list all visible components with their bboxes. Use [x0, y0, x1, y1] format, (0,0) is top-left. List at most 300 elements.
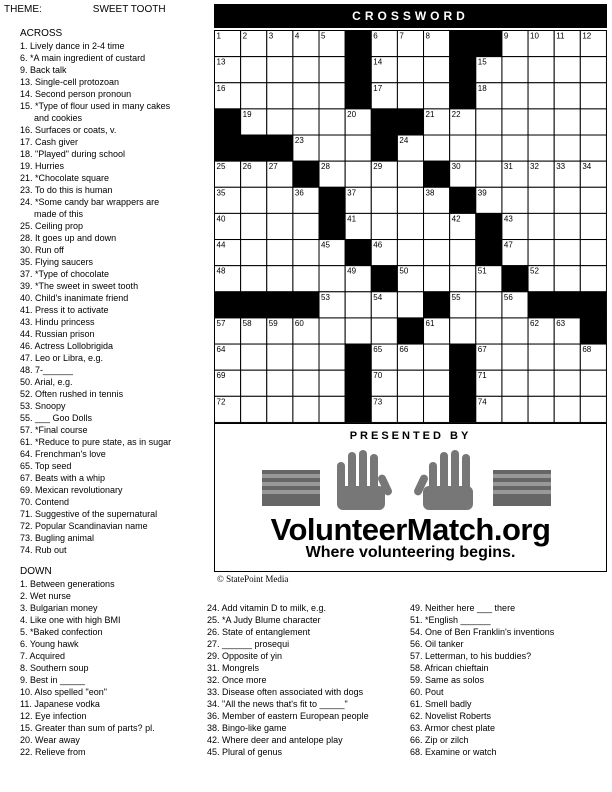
- clue-item: 4. Like one with high BMI: [20, 615, 121, 625]
- grid-block: [345, 31, 371, 57]
- cell-number: 60: [294, 318, 304, 328]
- clue-item: 22. Relieve from: [20, 747, 86, 757]
- grid-cell[interactable]: [580, 370, 606, 396]
- cell-number: 17: [373, 83, 383, 93]
- grid-cell[interactable]: [476, 318, 502, 344]
- clue-item: 25. Ceiling prop: [20, 221, 84, 231]
- cell-number: 6: [373, 31, 378, 41]
- grid-cell[interactable]: [267, 109, 293, 135]
- cell-number: 20: [347, 109, 357, 119]
- clue-item: 13. Single-cell protozoan: [20, 77, 120, 87]
- grid-cell[interactable]: [580, 187, 606, 213]
- cell-number: 65: [373, 345, 383, 355]
- grid-cell[interactable]: [554, 57, 580, 83]
- grid-cell[interactable]: [241, 57, 267, 83]
- grid-cell[interactable]: [293, 396, 319, 422]
- grid-cell[interactable]: [580, 135, 606, 161]
- crossword-grid: [214, 30, 607, 423]
- grid-cell[interactable]: [241, 187, 267, 213]
- grid-cell[interactable]: [345, 318, 371, 344]
- grid-cell[interactable]: [528, 213, 554, 239]
- grid-cell[interactable]: [267, 187, 293, 213]
- grid-cell[interactable]: [476, 109, 502, 135]
- grid-cell[interactable]: [528, 135, 554, 161]
- grid-cell[interactable]: [450, 318, 476, 344]
- theme-line: [4, 4, 166, 15]
- cell-number: 43: [503, 214, 513, 224]
- grid-cell[interactable]: [293, 83, 319, 109]
- cell-number: 37: [347, 188, 357, 198]
- grid-cell[interactable]: [554, 240, 580, 266]
- grid-cell[interactable]: [424, 135, 450, 161]
- clue-item: 35. Flying saucers: [20, 257, 94, 267]
- cell-number: 40: [216, 214, 226, 224]
- grid-cell[interactable]: [580, 240, 606, 266]
- grid-cell[interactable]: [345, 161, 371, 187]
- clue-item: 17. Cash giver: [20, 137, 79, 147]
- grid-block: [345, 370, 371, 396]
- clue-item: 61. *Reduce to pure state, as in sugar: [20, 437, 172, 447]
- grid-cell[interactable]: [554, 344, 580, 370]
- clue-item: 31. Mongrels: [207, 663, 260, 673]
- grid-cell[interactable]: [554, 370, 580, 396]
- cell-number: 68: [582, 345, 592, 355]
- cell-number: 74: [477, 397, 487, 407]
- grid-cell[interactable]: [502, 83, 528, 109]
- grid-cell[interactable]: [554, 266, 580, 292]
- grid-block: [319, 187, 345, 213]
- cell-number: 72: [216, 397, 226, 407]
- grid-cell[interactable]: [580, 213, 606, 239]
- grid-cell[interactable]: [502, 370, 528, 396]
- grid-cell[interactable]: [450, 240, 476, 266]
- grid-block: [293, 292, 319, 318]
- clue-item: 23. To do this is human: [20, 185, 113, 195]
- grid-cell[interactable]: [241, 344, 267, 370]
- across-clues: [20, 40, 212, 556]
- clue-item: 46. Actress Lollobrigida: [20, 341, 114, 351]
- clue-item: 64. Frenchman's love: [20, 449, 106, 459]
- clue-item: 36. Member of eastern European people: [207, 711, 369, 721]
- grid-cell[interactable]: [424, 83, 450, 109]
- cell-number: 28: [321, 162, 330, 172]
- cell-number: 73: [373, 397, 383, 407]
- grid-cell[interactable]: [450, 135, 476, 161]
- grid-block: [371, 135, 397, 161]
- cell-number: 23: [294, 136, 304, 146]
- clue-item: 67. Beats with a whip: [20, 473, 106, 483]
- clue-item: 43. Hindu princess: [20, 317, 95, 327]
- cell-number: 8: [425, 31, 430, 41]
- grid-cell[interactable]: [397, 83, 423, 109]
- cell-number: 63: [556, 318, 566, 328]
- grid-block: [397, 109, 423, 135]
- grid-block: [424, 292, 450, 318]
- grid-cell[interactable]: [319, 370, 345, 396]
- grid-cell[interactable]: [502, 396, 528, 422]
- grid-cell[interactable]: [293, 240, 319, 266]
- clue-item: 24. Add vitamin D to milk, e.g.: [207, 603, 327, 613]
- cell-number: 52: [530, 266, 539, 276]
- grid-block: [293, 161, 319, 187]
- grid-cell[interactable]: [241, 83, 267, 109]
- clue-item: 32. Once more: [207, 675, 267, 685]
- clue-item: 24. *Some candy bar wrappers are: [20, 197, 160, 207]
- grid-cell[interactable]: [319, 396, 345, 422]
- cell-number: 2: [242, 31, 248, 41]
- down-header: DOWN: [20, 566, 52, 577]
- grid-cell[interactable]: [267, 370, 293, 396]
- grid-cell[interactable]: [424, 57, 450, 83]
- cell-number: 18: [477, 83, 487, 93]
- cell-number: 49: [347, 266, 357, 276]
- grid-block: [450, 57, 476, 83]
- grid-cell[interactable]: [241, 266, 267, 292]
- grid-cell[interactable]: [502, 187, 528, 213]
- grid-cell[interactable]: [528, 344, 554, 370]
- clue-item: 11. Japanese vodka: [20, 699, 100, 709]
- cell-number: 7: [399, 31, 404, 41]
- grid-cell[interactable]: [424, 344, 450, 370]
- clue-item: 1. Lively dance in 2-4 time: [20, 41, 125, 51]
- grid-cell[interactable]: [345, 135, 371, 161]
- cell-number: 48: [216, 266, 226, 276]
- grid-cell[interactable]: [450, 266, 476, 292]
- clue-item: and cookies: [34, 113, 83, 123]
- clue-item: 63. Armor chest plate: [410, 723, 496, 733]
- grid-cell[interactable]: [528, 240, 554, 266]
- cell-number: 9: [503, 31, 509, 41]
- clue-item: 14. Second person pronoun: [20, 89, 132, 99]
- cell-number: 24: [399, 136, 409, 146]
- grid-block: [215, 135, 241, 161]
- grid-cell[interactable]: [371, 318, 397, 344]
- grid-cell[interactable]: [267, 213, 293, 239]
- grid-cell[interactable]: [293, 57, 319, 83]
- credit-line: © StatePoint Media: [217, 574, 289, 584]
- grid-cell[interactable]: [476, 161, 502, 187]
- grid-cell[interactable]: [528, 83, 554, 109]
- grid-cell[interactable]: [319, 135, 345, 161]
- clue-item: 71. Suggestive of the supernatural: [20, 509, 158, 519]
- cell-number: 36: [294, 188, 304, 198]
- grid-block: [241, 135, 267, 161]
- cell-number: 58: [242, 318, 252, 328]
- grid-block: [476, 240, 502, 266]
- cell-number: 38: [425, 188, 435, 198]
- grid-block: [476, 31, 502, 57]
- grid-cell[interactable]: [397, 292, 423, 318]
- cell-number: 4: [294, 31, 300, 41]
- cell-number: 12: [582, 31, 592, 41]
- grid-cell[interactable]: [293, 370, 319, 396]
- cell-number: 26: [242, 162, 252, 172]
- grid-cell[interactable]: [267, 240, 293, 266]
- grid-cell[interactable]: [580, 83, 606, 109]
- grid-cell[interactable]: [371, 213, 397, 239]
- across-header: ACROSS: [20, 28, 63, 39]
- clue-item: 40. Child's inanimate friend: [20, 293, 129, 303]
- clue-item: 62. Novelist Roberts: [410, 711, 492, 721]
- grid-cell[interactable]: [293, 213, 319, 239]
- grid-block: [267, 135, 293, 161]
- grid-cell[interactable]: [502, 344, 528, 370]
- brand-name: VolunteerMatch.org: [270, 512, 551, 547]
- clue-item: 56. Oil tanker: [410, 639, 464, 649]
- cell-number: 13: [216, 57, 226, 67]
- grid-cell[interactable]: [554, 396, 580, 422]
- clue-item: 5. *Baked confection: [20, 627, 103, 637]
- cell-number: 66: [399, 345, 409, 355]
- grid-block: [345, 344, 371, 370]
- clue-item: 34. "All the news that's fit to _____": [207, 699, 348, 709]
- grid-cell[interactable]: [267, 57, 293, 83]
- clue-item: 33. Disease often associated with dogs: [207, 687, 364, 697]
- clue-item: 72. Popular Scandinavian name: [20, 521, 148, 531]
- grid-cell[interactable]: [424, 396, 450, 422]
- cell-number: 53: [321, 292, 330, 302]
- grid-cell[interactable]: [371, 187, 397, 213]
- grid-block: [450, 83, 476, 109]
- grid-cell[interactable]: [319, 83, 345, 109]
- grid-cell[interactable]: [424, 213, 450, 239]
- clue-item: 65. Top seed: [20, 461, 72, 471]
- grid-cell[interactable]: [397, 370, 423, 396]
- grid-cell[interactable]: [397, 396, 423, 422]
- grid-block: [241, 292, 267, 318]
- grid-block: [215, 292, 241, 318]
- cell-number: 29: [373, 162, 383, 172]
- cell-number: 55: [451, 292, 461, 302]
- grid-cell[interactable]: [502, 57, 528, 83]
- grid-cell[interactable]: [267, 266, 293, 292]
- clue-item: 6. Young hawk: [20, 639, 79, 649]
- cell-number: 32: [530, 162, 539, 172]
- grid-block: [345, 57, 371, 83]
- clue-item: 9. Best in _____: [20, 675, 86, 685]
- down-clues-col1: [20, 578, 205, 758]
- grid-cell[interactable]: [528, 109, 554, 135]
- clue-item: 58. African chieftain: [410, 663, 489, 673]
- grid-cell[interactable]: [502, 318, 528, 344]
- grid-cell[interactable]: [319, 109, 345, 135]
- cell-number: 39: [477, 188, 487, 198]
- grid-cell[interactable]: [241, 213, 267, 239]
- clue-item: 55. ___ Goo Dolls: [20, 413, 93, 423]
- presented-by-label: PRESENTED BY: [349, 430, 472, 442]
- cell-number: 69: [216, 371, 226, 381]
- clue-item: 57. *Final course: [20, 425, 88, 435]
- cell-number: 61: [425, 318, 435, 328]
- grid-cell[interactable]: [580, 109, 606, 135]
- cell-number: 70: [373, 371, 383, 381]
- grid-cell[interactable]: [397, 240, 423, 266]
- grid-cell[interactable]: [580, 57, 606, 83]
- clue-item: 45. Plural of genus: [207, 747, 283, 757]
- grid-cell[interactable]: [554, 109, 580, 135]
- grid-block: [215, 109, 241, 135]
- grid-cell[interactable]: [267, 344, 293, 370]
- cell-number: 5: [321, 31, 326, 41]
- theme-label: THEME:: [4, 4, 42, 15]
- cell-number: 42: [451, 214, 461, 224]
- cell-number: 45: [321, 240, 330, 250]
- grid-cell[interactable]: [267, 83, 293, 109]
- cell-number: 47: [503, 240, 513, 250]
- clue-item: 61. Smell badly: [410, 699, 472, 709]
- cell-number: 27: [268, 162, 278, 172]
- down-clues-col3: [410, 602, 610, 758]
- cell-number: 64: [216, 345, 226, 355]
- cell-number: 57: [216, 318, 226, 328]
- cell-number: 15: [477, 57, 487, 67]
- cell-number: 33: [556, 162, 566, 172]
- cell-number: 19: [242, 109, 252, 119]
- grid-block: [450, 370, 476, 396]
- cell-number: 44: [216, 240, 226, 250]
- grid-cell[interactable]: [528, 396, 554, 422]
- clue-item: 39. *The sweet in sweet tooth: [20, 281, 139, 291]
- cell-number: 25: [216, 162, 226, 172]
- grid-cell[interactable]: [319, 344, 345, 370]
- cell-number: 54: [373, 292, 383, 302]
- grid-cell[interactable]: [293, 344, 319, 370]
- clue-item: 25. *A Judy Blume character: [207, 615, 321, 625]
- cell-number: 22: [451, 109, 461, 119]
- clue-item: 74. Rub out: [20, 545, 67, 555]
- clue-item: 66. Zip or zilch: [410, 735, 469, 745]
- cell-number: 62: [530, 318, 539, 328]
- grid-cell[interactable]: [528, 57, 554, 83]
- clue-item: 73. Bugling animal: [20, 533, 95, 543]
- clue-item: 44. Russian prison: [20, 329, 95, 339]
- grid-block: [319, 213, 345, 239]
- theme-value: SWEET TOOTH: [92, 4, 166, 15]
- clue-item: 38. Bingo-like game: [207, 723, 287, 733]
- grid-cell[interactable]: [241, 396, 267, 422]
- clue-item: 29. Opposite of yin: [207, 651, 283, 661]
- clue-item: 60. Pout: [410, 687, 444, 697]
- grid-block: [450, 344, 476, 370]
- clue-item: 8. Southern soup: [20, 663, 89, 673]
- grid-cell[interactable]: [293, 109, 319, 135]
- grid-cell[interactable]: [554, 213, 580, 239]
- clue-item: 12. Eye infection: [20, 711, 87, 721]
- clue-item: 70. Contend: [20, 497, 70, 507]
- clue-item: 47. Leo or Libra, e.g.: [20, 353, 104, 363]
- cell-number: 30: [451, 162, 461, 172]
- clue-item: 30. Run off: [20, 245, 64, 255]
- grid-block: [450, 31, 476, 57]
- cell-number: 71: [477, 371, 487, 381]
- clue-item: 68. Examine or watch: [410, 747, 497, 757]
- grid-cell[interactable]: [554, 135, 580, 161]
- clue-item: 48. 7-______: [20, 365, 74, 375]
- clue-item: 37. *Type of chocolate: [20, 269, 110, 279]
- grid-cell[interactable]: [397, 161, 423, 187]
- cell-number: 35: [216, 188, 226, 198]
- grid-block: [371, 266, 397, 292]
- grid-block: [371, 109, 397, 135]
- grid-cell[interactable]: [476, 135, 502, 161]
- clue-item: 42. Where deer and antelope play: [207, 735, 343, 745]
- grid-cell[interactable]: [554, 187, 580, 213]
- grid-cell[interactable]: [502, 135, 528, 161]
- grid-cell[interactable]: [397, 213, 423, 239]
- grid-cell[interactable]: [424, 266, 450, 292]
- grid-block: [554, 292, 580, 318]
- grid-block: [528, 292, 554, 318]
- grid-block: [450, 187, 476, 213]
- clue-item: 6. *A main ingredient of custard: [20, 53, 146, 63]
- clue-item: 26. State of entanglement: [207, 627, 311, 637]
- grid-block: [450, 396, 476, 422]
- grid-cell[interactable]: [397, 187, 423, 213]
- grid-cell[interactable]: [241, 240, 267, 266]
- grid-cell[interactable]: [424, 240, 450, 266]
- clue-item: 3. Bulgarian money: [20, 603, 98, 613]
- grid-cell[interactable]: [502, 109, 528, 135]
- clue-item: 49. Neither here ___ there: [410, 603, 516, 613]
- cell-number: 59: [268, 318, 278, 328]
- clue-item: 15. Greater than sum of parts? pl.: [20, 723, 155, 733]
- clue-item: 7. Acquired: [20, 651, 66, 661]
- grid-cell[interactable]: [528, 370, 554, 396]
- clue-item: 28. It goes up and down: [20, 233, 117, 243]
- cell-number: 21: [425, 109, 435, 119]
- cell-number: 67: [477, 345, 487, 355]
- cell-number: 14: [373, 57, 383, 67]
- grid-cell[interactable]: [476, 292, 502, 318]
- grid-block: [580, 292, 606, 318]
- cell-number: 46: [373, 240, 383, 250]
- grid-cell[interactable]: [580, 396, 606, 422]
- clue-item: made of this: [34, 209, 84, 219]
- cell-number: 34: [582, 162, 592, 172]
- grid-cell[interactable]: [528, 187, 554, 213]
- grid-block: [502, 266, 528, 292]
- clue-item: 50. Arial, e.g.: [20, 377, 73, 387]
- grid-cell[interactable]: [424, 370, 450, 396]
- clue-item: 52. Often rushed in tennis: [20, 389, 124, 399]
- cell-number: 56: [503, 292, 513, 302]
- clue-item: 21. *Chocolate square: [20, 173, 110, 183]
- grid-cell[interactable]: [293, 266, 319, 292]
- grid-cell[interactable]: [580, 266, 606, 292]
- grid-cell[interactable]: [554, 83, 580, 109]
- clue-item: 2. Wet nurse: [20, 591, 71, 601]
- clue-item: 19. Hurries: [20, 161, 65, 171]
- grid-cell[interactable]: [267, 396, 293, 422]
- clue-item: 57. Letterman, to his buddies?: [410, 651, 532, 661]
- clue-item: 41. Press it to activate: [20, 305, 109, 315]
- grid-cell[interactable]: [319, 57, 345, 83]
- grid-cell[interactable]: [397, 57, 423, 83]
- grid-block: [397, 318, 423, 344]
- grid-cell[interactable]: [241, 370, 267, 396]
- clue-item: 69. Mexican revolutionary: [20, 485, 123, 495]
- grid-block: [424, 161, 450, 187]
- brand-tagline: Where volunteering begins.: [305, 544, 516, 561]
- cell-number: 3: [268, 31, 274, 41]
- clue-item: 10. Also spelled "eon": [20, 687, 107, 697]
- grid-cell[interactable]: [345, 292, 371, 318]
- grid-cell[interactable]: [319, 318, 345, 344]
- cell-number: 50: [399, 266, 409, 276]
- clue-item: 54. One of Ben Franklin's inventions: [410, 627, 555, 637]
- grid-block: [580, 318, 606, 344]
- grid-cell[interactable]: [319, 266, 345, 292]
